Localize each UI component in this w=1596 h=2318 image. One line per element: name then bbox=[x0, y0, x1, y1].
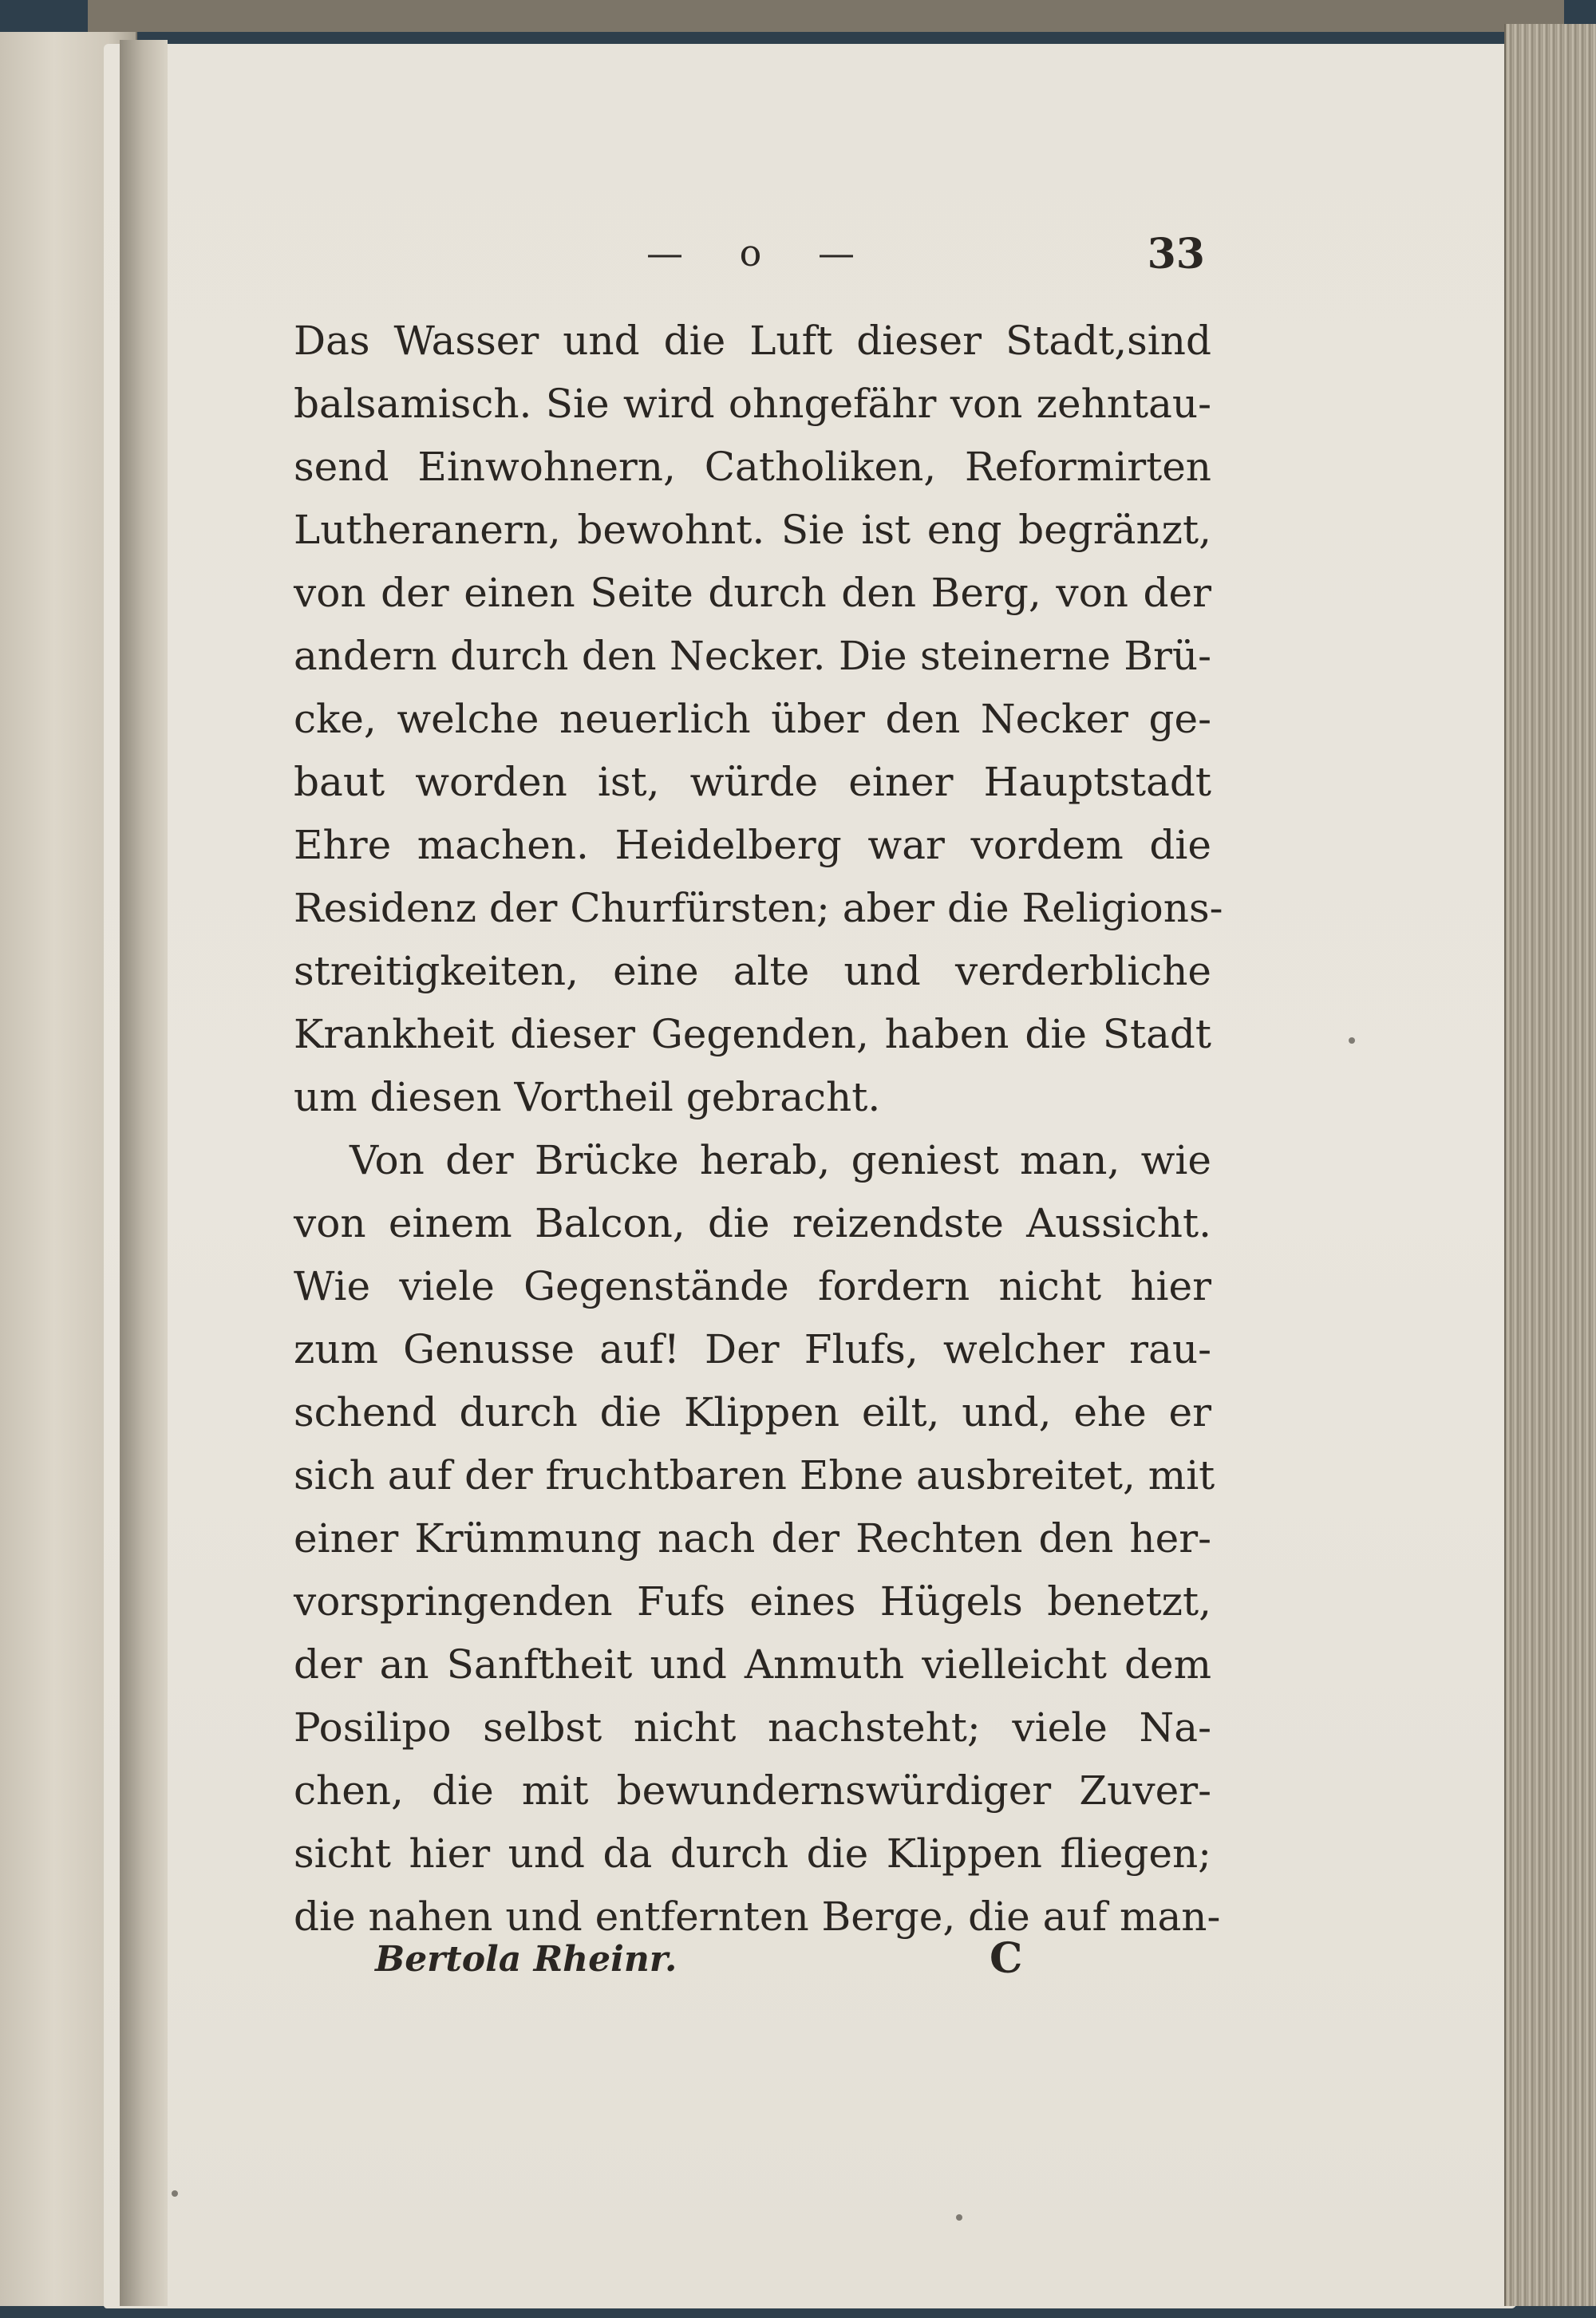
header-ornament: — o — bbox=[646, 231, 877, 274]
text-line: schend durch die Klippen eilt, und, ehe er bbox=[294, 1389, 1211, 1435]
text-line: zum Genusse auf! Der Flufs, welcher rau- bbox=[294, 1326, 1211, 1372]
text-line: chen, die mit bewundernswürdiger Zuver- bbox=[294, 1767, 1211, 1814]
paper-speck bbox=[172, 2190, 178, 2197]
text-line: Residenz der Churfürsten; aber die Religions- bbox=[294, 885, 1223, 931]
text-line: sich auf der fruchtbaren Ebne ausbreitet, mit bbox=[294, 1452, 1215, 1499]
text-line: cke, welche neuerlich über den Necker ge- bbox=[294, 696, 1211, 742]
paragraph-end-line: um diesen Vortheil gebracht. bbox=[294, 1074, 881, 1120]
text-line: streitigkeiten, eine alte und verderbliche bbox=[294, 948, 1211, 994]
text-line: der an Sanftheit und Anmuth vielleicht dem bbox=[294, 1641, 1211, 1688]
signature-mark: C bbox=[990, 1934, 1023, 1983]
text-line: Krankheit dieser Gegenden, haben die Stadt bbox=[294, 1011, 1211, 1057]
page-block-edge bbox=[1504, 24, 1596, 2306]
page-number: 33 bbox=[1147, 230, 1205, 278]
text-line: Posilipo selbst nicht nachsteht; viele Na- bbox=[294, 1704, 1211, 1751]
text-line: sicht hier und da durch die Klippen fliegen; bbox=[294, 1830, 1211, 1877]
body-text bbox=[294, 310, 1223, 1949]
text-line: Wie viele Gegenstände fordern nicht hier bbox=[294, 1263, 1211, 1309]
text-line: balsamisch. Sie wird ohngefähr von zehntau- bbox=[294, 381, 1211, 427]
text-line: Lutheranern, bewohnt. Sie ist eng begränzt, bbox=[294, 507, 1211, 553]
page-header bbox=[630, 223, 1221, 287]
paper-speck bbox=[1349, 1037, 1355, 1044]
text-line: einer Krümmung nach der Rechten den her- bbox=[294, 1515, 1211, 1562]
printer-signature: Bertola Rheinr. bbox=[375, 1939, 678, 1980]
paragraph-start-line: Von der Brücke herab, geniest man, wie bbox=[350, 1137, 1211, 1183]
text-line: send Einwohnern, Catholiken, Reformirten bbox=[294, 444, 1211, 490]
text-line: andern durch den Necker. Die steinerne Brü- bbox=[294, 633, 1211, 679]
text-line: die nahen und entfernten Berge, die auf man- bbox=[294, 1893, 1221, 1940]
text-line: von der einen Seite durch den Berg, von der bbox=[294, 570, 1211, 616]
text-line: Das Wasser und die Luft dieser Stadt,sind bbox=[294, 318, 1211, 364]
text-line: von einem Balcon, die reizendste Aussicht. bbox=[294, 1200, 1211, 1246]
book-top-edge bbox=[88, 0, 1564, 32]
book-gutter bbox=[120, 40, 168, 2306]
page-footer bbox=[375, 1931, 1053, 1995]
paper-speck bbox=[956, 2214, 962, 2221]
text-line: vorspringenden Fufs eines Hügels benetzt, bbox=[294, 1578, 1211, 1625]
text-line: Ehre machen. Heidelberg war vordem die bbox=[294, 822, 1211, 868]
text-line: baut worden ist, würde einer Hauptstadt bbox=[294, 759, 1211, 805]
